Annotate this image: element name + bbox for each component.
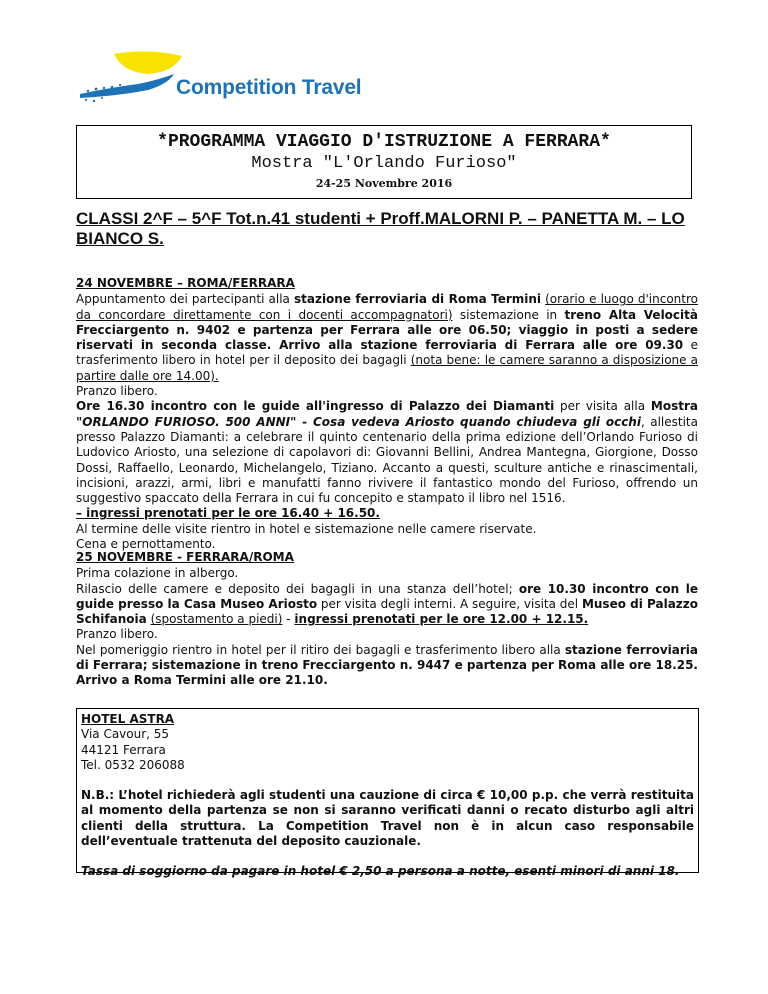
document-title: *PROGRAMMA VIAGGIO D'ISTRUZIONE A FERRARA* <box>157 132 611 152</box>
day2-paragraph-3: Pranzo libero. <box>76 627 158 642</box>
hotel-phone: Tel. 0532 206088 <box>81 757 185 772</box>
hotel-street: Via Cavour, 55 <box>81 727 170 742</box>
classi-heading: CLASSI 2^F – 5^F Tot.n.41 studenti + Proff.MALORNI P. – PANETTA M. – LO BIANCO S. <box>76 209 685 248</box>
logo-brand-text: Competition Travel <box>176 76 362 99</box>
day2-section <box>76 550 698 689</box>
day1-paragraph-4: – ingressi prenotati per le ore 16.40 + 16.50. <box>76 506 380 521</box>
day1-section <box>76 276 698 552</box>
hotel-info-box <box>76 708 699 879</box>
day2-paragraph-1: Prima colazione in albergo. <box>76 566 239 581</box>
day1-paragraph-1: Appuntamento dei partecipanti alla stazione ferroviaria di Roma Termini (orario e luogo d'incontro da concordare direttamente con i docenti accompagnatori) sistemazione in treno Alta Velocità Frecciargento n. 9402 e partenza per Ferrara alle ore 06.50; viaggio in posti a sedere riservati in seconda classe. Arrivo alla stazione ferroviaria di Ferrara alle ore 09.30 e trasferimento libero in hotel per il deposito dei bagagli (nota bene: le camere saranno a disposizione a partire dalle ore 14.00). <box>76 292 699 383</box>
document-subtitle: Mostra "L'Orlando Furioso" <box>251 154 517 173</box>
hotel-name: HOTEL ASTRA <box>81 712 175 726</box>
day2-heading: 25 NOVEMBRE - FERRARA/ROMA <box>76 550 294 564</box>
day2-paragraph-4: Nel pomeriggio rientro in hotel per il ritiro dei bagagli e trasferimento libero alla stazione ferroviaria di Ferrara; sistemazione in treno Frecciargento n. 9447 e partenza per Roma alle ore 18.25. Arrivo a Roma Termini alle ore 21.10. <box>76 642 698 688</box>
sun-shape <box>114 51 182 74</box>
wave-shape <box>80 74 174 98</box>
day1-paragraph-5: Al termine delle visite rientro in hotel e sistemazione nelle camere riservate. <box>76 521 537 536</box>
hotel-city: 44121 Ferrara <box>81 742 166 757</box>
day1-paragraph-3: Ore 16.30 incontro con le guide all'ingresso di Palazzo dei Diamanti per visita alla Mostra "ORLANDO FURIOSO. 500 ANNI" - Cosa vedeva Ariosto quando chiudeva gli occhi, allestita presso Palazzo Diamanti: a celebrare il quinto centenario della prima edizione dell’Orlando Furioso di Ludovico Ariosto, una selezione di capolavori di: Giovanni Bellini, Andrea Mantegna, Giorgione, Dosso Dossi, Raffaello, Leonardo, Michelangelo, Tiziano. Accanto a questi, sculture antiche e rinascimentali, incisioni, arazzi, armi, libri e manufatti fanno rivivere il fantastico mondo del Furioso, offrendo un suggestivo spaccato della Ferrara in cui fu concepito e stampato il libro nel 1516. <box>76 399 698 506</box>
day1-paragraph-2: Pranzo libero. <box>76 384 158 399</box>
hotel-nb-note: N.B.: L’hotel richiederà agli studenti una cauzione di circa € 10,00 p.p. che verrà restituita al momento della partenza se non si saranno verificati danni o recato disturbo agli altri clienti della struttura. La Competition Travel non è in alcun caso responsabile dell’eventuale trattenuta del deposito cauzionale. <box>81 788 694 849</box>
day1-paragraph-6: Cena e pernottamento. <box>76 537 216 552</box>
day1-heading: 24 NOVEMBRE – ROMA/FERRARA <box>76 276 295 290</box>
day2-paragraph-2: Rilascio delle camere e deposito dei bagagli in una stanza dell’hotel; ore 10.30 incontro con le guide presso la Casa Museo Ariosto per visita degli interni. A seguire, visita del Museo di Palazzo Schifanoia (spostamento a piedi) - ingressi prenotati per le ore 12.00 + 12.15. <box>76 581 699 627</box>
document-dates: 24-25 Novembre 2016 <box>315 177 453 190</box>
hotel-tax-note: Tassa di soggiorno da pagare in hotel € 2,50 a persona a notte, esenti minori di anni 18. <box>81 864 680 879</box>
title-box <box>76 125 692 199</box>
